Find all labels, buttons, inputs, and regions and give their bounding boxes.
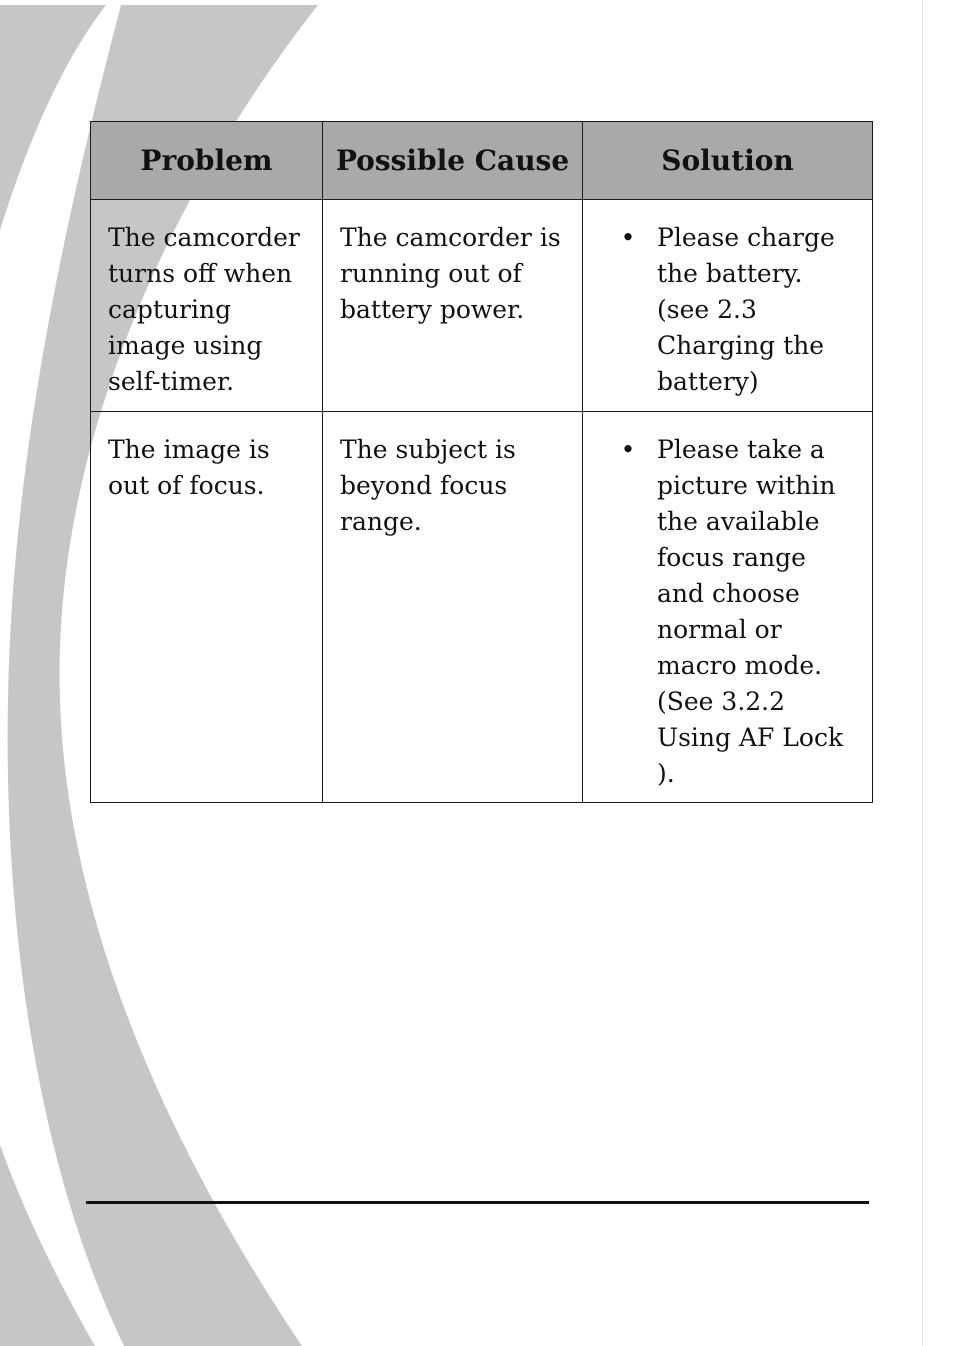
problem-cell: The camcorder turns off when capturing image using self-timer. <box>91 200 323 412</box>
footer-rule <box>86 1201 869 1204</box>
solution-cell <box>583 412 873 803</box>
bullet-icon: • <box>620 223 636 252</box>
solution-list <box>600 432 862 792</box>
solution-item <box>600 432 862 792</box>
solution-cell <box>583 200 873 412</box>
header-possible-cause: Possible Cause <box>323 122 583 200</box>
troubleshooting-table <box>90 121 873 803</box>
header-problem: Problem <box>91 122 323 200</box>
solution-text: Please take a picture within the available focus range and choose normal or macro mode. (See 3.2.2 Using AF Lock ). <box>657 435 844 788</box>
solution-item <box>600 220 862 400</box>
table-row <box>91 200 873 412</box>
bullet-icon: • <box>620 435 636 464</box>
page-edge-rule <box>922 0 923 1346</box>
solution-text: Please charge the battery. (see 2.3 Charging the battery) <box>657 223 835 396</box>
table-header-row <box>91 122 873 200</box>
cause-cell: The camcorder is running out of battery power. <box>323 200 583 412</box>
header-solution: Solution <box>583 122 873 200</box>
cause-cell: The subject is beyond focus range. <box>323 412 583 803</box>
problem-cell: The image is out of focus. <box>91 412 323 803</box>
solution-list <box>600 220 862 400</box>
table-row <box>91 412 873 803</box>
